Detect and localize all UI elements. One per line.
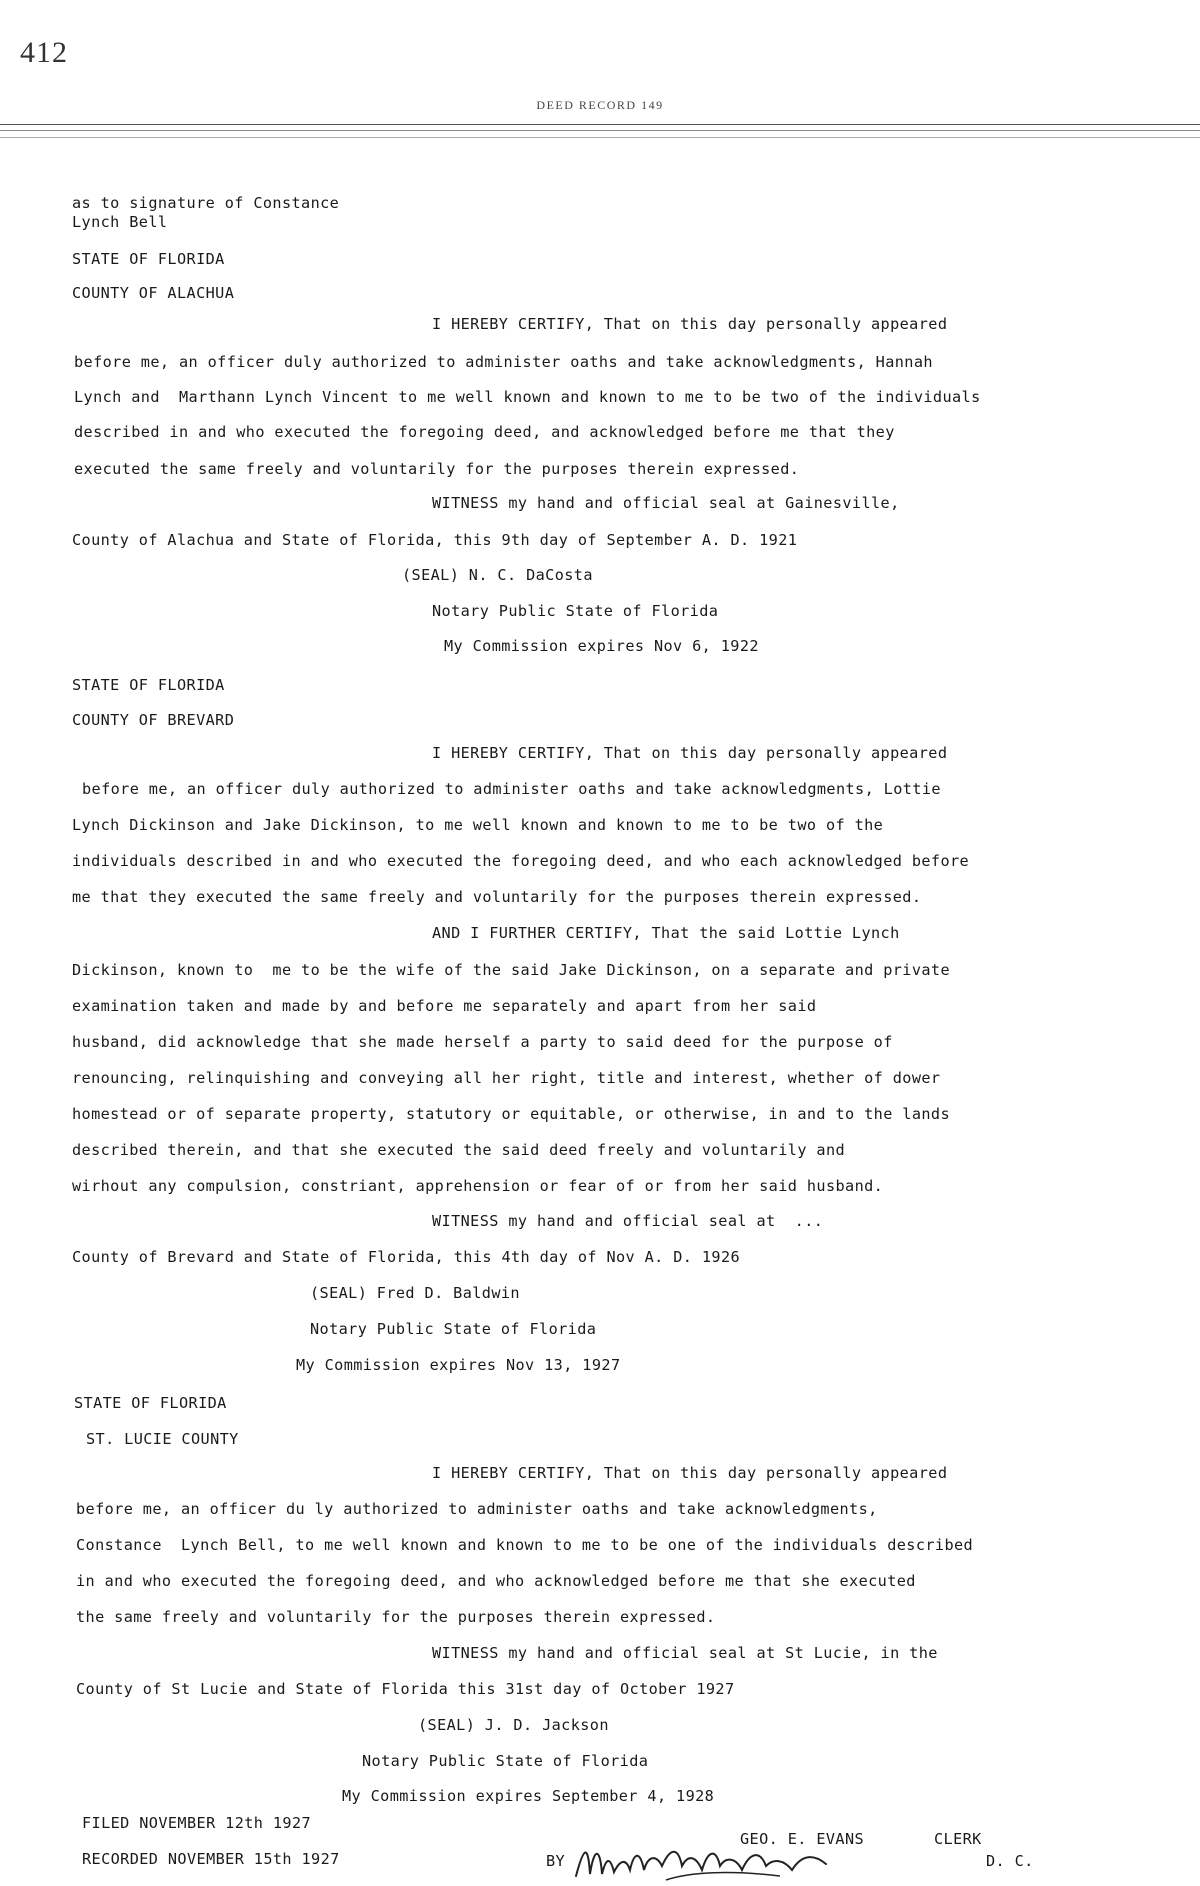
document-line: COUNTY OF ALACHUA [72,284,235,302]
document-line: (SEAL) N. C. DaCosta [402,566,593,584]
document-line: (SEAL) J. D. Jackson [418,1716,609,1734]
header-rule [0,124,1200,125]
handwritten-signature [570,1836,850,1886]
document-line: the same freely and voluntarily for the purposes therein expressed. [76,1608,716,1626]
document-line: Notary Public State of Florida [310,1320,597,1338]
document-line: Notary Public State of Florida [362,1752,649,1770]
document-line: individuals described in and who executed the foregoing deed, and who each acknowledged before [72,852,970,870]
document-line: before me, an officer du ly authorized to administer oaths and take acknowledgments, [76,1500,878,1518]
document-line: ST. LUCIE COUNTY [86,1430,239,1448]
document-line: My Commission expires Nov 6, 1922 [444,637,759,655]
header-rule [0,130,1200,131]
document-line: WITNESS my hand and official seal at Gainesville, [432,494,900,512]
document-line: I HEREBY CERTIFY, That on this day personally appeared [432,315,948,333]
document-line: homestead or of separate property, statutory or equitable, or otherwise, in and to the lands [72,1105,951,1123]
document-line: BY [546,1852,566,1870]
document-line: County of St Lucie and State of Florida this 31st day of October 1927 [76,1680,735,1698]
document-line: WITNESS my hand and official seal at St Lucie, in the [432,1644,938,1662]
document-line: husband, did acknowledge that she made herself a party to said deed for the purpose of [72,1033,893,1051]
document-line: AND I FURTHER CERTIFY, That the said Lottie Lynch [432,924,900,942]
page-number: 412 [20,36,68,69]
document-line: in and who executed the foregoing deed, and who acknowledged before me that she executed [76,1572,916,1590]
document-line: renouncing, relinquishing and conveying all her right, title and interest, whether of dower [72,1069,941,1087]
header-rule [0,137,1200,138]
document-line: WITNESS my hand and official seal at ... [432,1212,824,1230]
document-line: Dickinson, known to me to be the wife of the said Jake Dickinson, on a separate and private [72,961,951,979]
document-line: described in and who executed the foregoing deed, and acknowledged before me that they [74,423,895,441]
document-line: Lynch Dickinson and Jake Dickinson, to me well known and known to me to be two of the [72,816,884,834]
document-line: D. C. [986,1852,1034,1870]
document-line: CLERK [934,1830,982,1848]
document-line: My Commission expires Nov 13, 1927 [296,1356,621,1374]
document-line: FILED NOVEMBER 12th 1927 [82,1814,312,1832]
document-line: as to signature of Constance [72,194,340,212]
document-line: Lynch and Marthann Lynch Vincent to me well known and known to me to be two of the individuals [74,388,981,406]
document-line: executed the same freely and voluntarily for the purposes therein expressed. [74,460,800,478]
document-line: GEO. E. EVANS [740,1830,865,1848]
document-line: examination taken and made by and before me separately and apart from her said [72,997,817,1015]
document-line: Notary Public State of Florida [432,602,719,620]
document-line: COUNTY OF BREVARD [72,711,235,729]
document-line: STATE OF FLORIDA [74,1394,227,1412]
document-line: I HEREBY CERTIFY, That on this day personally appeared [432,744,948,762]
document-line: My Commission expires September 4, 1928 [342,1787,715,1805]
document-line: wirhout any compulsion, constriant, apprehension or fear of or from her said husband. [72,1177,884,1195]
document-line: described therein, and that she executed the said deed freely and voluntarily and [72,1141,846,1159]
document-line: (SEAL) Fred D. Baldwin [310,1284,520,1302]
document-line: I HEREBY CERTIFY, That on this day personally appeared [432,1464,948,1482]
document-line: STATE OF FLORIDA [72,250,225,268]
document-line: RECORDED NOVEMBER 15th 1927 [82,1850,340,1868]
record-header-title: DEED RECORD 149 [536,98,664,112]
document-line: Constance Lynch Bell, to me well known and known to me to be one of the individuals described [76,1536,974,1554]
document-line: County of Alachua and State of Florida, this 9th day of September A. D. 1921 [72,531,798,549]
document-line: before me, an officer duly authorized to administer oaths and take acknowledgments, Lottie [82,780,941,798]
document-line: STATE OF FLORIDA [72,676,225,694]
document-line: Lynch Bell [72,213,168,231]
document-line: me that they executed the same freely and voluntarily for the purposes therein expressed. [72,888,922,906]
document-line: before me, an officer duly authorized to administer oaths and take acknowledgments, Hannah [74,353,933,371]
document-line: County of Brevard and State of Florida, this 4th day of Nov A. D. 1926 [72,1248,741,1266]
